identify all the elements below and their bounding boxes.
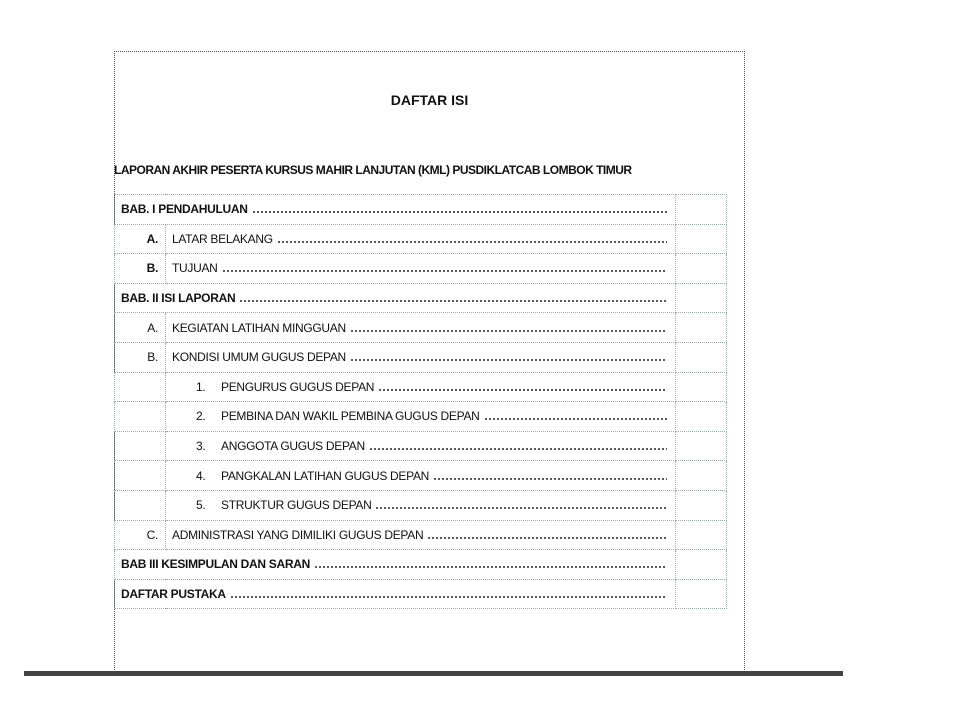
dot-leader [427,537,667,539]
toc-entry-cell [166,402,676,432]
toc-entry [115,557,675,571]
toc-page-cell [676,490,727,520]
toc-empty-cell [115,402,166,432]
toc-entry [166,321,675,335]
dot-leader [484,418,668,420]
toc-entry [166,498,675,512]
toc-entry-number: C. [115,520,166,550]
toc-entry-number: B. [115,254,166,284]
toc-entry-cell [115,550,676,580]
toc-entry-cell [166,372,676,402]
toc-entry-label: KEGIATAN LATIHAN MINGGUAN [172,320,346,335]
toc-entry-label: PENGURUS GUGUS DEPAN [221,379,375,394]
toc-row [115,372,727,402]
report-subtitle: LAPORAN AKHIR PESERTA KURSUS MAHIR LANJUTAN (KML) PUSDIKLATCAB LOMBOK TIMUR [114,163,632,177]
toc-page-cell [676,372,727,402]
dot-leader [222,270,667,272]
toc-entry [115,202,675,216]
toc-empty-cell [115,490,166,520]
toc-entry [166,409,675,423]
toc-subentry-number: 2. [196,409,206,424]
toc-entry-label: PANGKALAN LATIHAN GUGUS DEPAN [221,468,430,483]
toc-page-cell [676,224,727,254]
toc-page-cell [676,283,727,313]
dot-leader [252,211,667,213]
toc-row [115,490,727,520]
toc-subentry-number: 3. [196,439,206,454]
toc-entry-cell [166,224,676,254]
toc-row [115,431,727,461]
dot-leader [369,448,667,450]
toc-page-cell [676,431,727,461]
toc-entry-label: BAB III KESIMPULAN DAN SARAN [121,557,310,572]
toc-entry-number: B. [115,342,166,372]
toc-empty-cell [115,372,166,402]
toc-entry-label: BAB. II ISI LAPORAN [121,291,236,306]
toc-entry-cell [166,520,676,550]
dot-leader [277,241,667,243]
toc-subentry-number: 5. [196,498,206,513]
toc-entry-number: A. [115,224,166,254]
toc-entry-label: LATAR BELAKANG [172,231,273,246]
toc-entry [115,291,675,305]
toc-entry-cell [166,313,676,343]
toc-row [115,520,727,550]
toc-page-cell [676,195,727,225]
dot-leader [378,389,667,391]
toc-entry-cell [166,431,676,461]
table-of-contents [114,194,727,609]
toc-entry-cell [115,283,676,313]
toc-entry-cell [166,342,676,372]
toc-page-cell [676,579,727,609]
toc-page-cell [676,520,727,550]
toc-entry-label: ANGGOTA GUGUS DEPAN [221,439,365,454]
toc-subentry-number: 1. [196,379,206,394]
toc-page-cell [676,342,727,372]
toc-page-cell [676,254,727,284]
toc-entry-cell [115,579,676,609]
toc-entry-label: PEMBINA DAN WAKIL PEMBINA GUGUS DEPAN [221,409,480,424]
dot-leader [375,507,667,509]
toc-entry [166,469,675,483]
toc-row [115,402,727,432]
toc-row [115,195,727,225]
toc-row [115,342,727,372]
toc-entry [166,439,675,453]
slide-bottom-bar [24,671,843,676]
toc-page-cell [676,461,727,491]
toc-entry-label: KONDISI UMUM GUGUS DEPAN [172,350,346,365]
toc-entry [115,587,675,601]
dot-leader [230,596,667,598]
toc-entry-cell [166,461,676,491]
toc-row [115,254,727,284]
toc-page-cell [676,550,727,580]
toc-entry-label: BAB. I PENDAHULUAN [121,202,248,217]
dot-leader [433,478,667,480]
toc-page-cell [676,402,727,432]
toc-entry [166,232,675,246]
toc-row [115,224,727,254]
toc-entry-number: A. [115,313,166,343]
toc-page-cell [676,313,727,343]
dot-leader [239,300,667,302]
toc-entry-label: DAFTAR PUSTAKA [121,587,226,602]
toc-row [115,313,727,343]
toc-entry [166,528,675,542]
toc-entry-label: TUJUAN [172,261,218,276]
toc-entry-label: STRUKTUR GUGUS DEPAN [221,498,372,513]
toc-entry-label: ADMINISTRASI YANG DIMILIKI GUGUS DEPAN [172,527,424,542]
toc-entry-cell [166,254,676,284]
toc-row [115,550,727,580]
toc-row [115,283,727,313]
toc-empty-cell [115,431,166,461]
toc-entry-cell [166,490,676,520]
toc-empty-cell [115,461,166,491]
toc-entry [166,350,675,364]
toc-entry [166,380,675,394]
toc-entry-cell [115,195,676,225]
toc-subentry-number: 4. [196,468,206,483]
toc-entry [166,261,675,275]
page-title: DAFTAR ISI [390,92,469,108]
dot-leader [350,359,667,361]
dot-leader [350,330,667,332]
toc-row [115,461,727,491]
toc-row [115,579,727,609]
dot-leader [314,566,667,568]
